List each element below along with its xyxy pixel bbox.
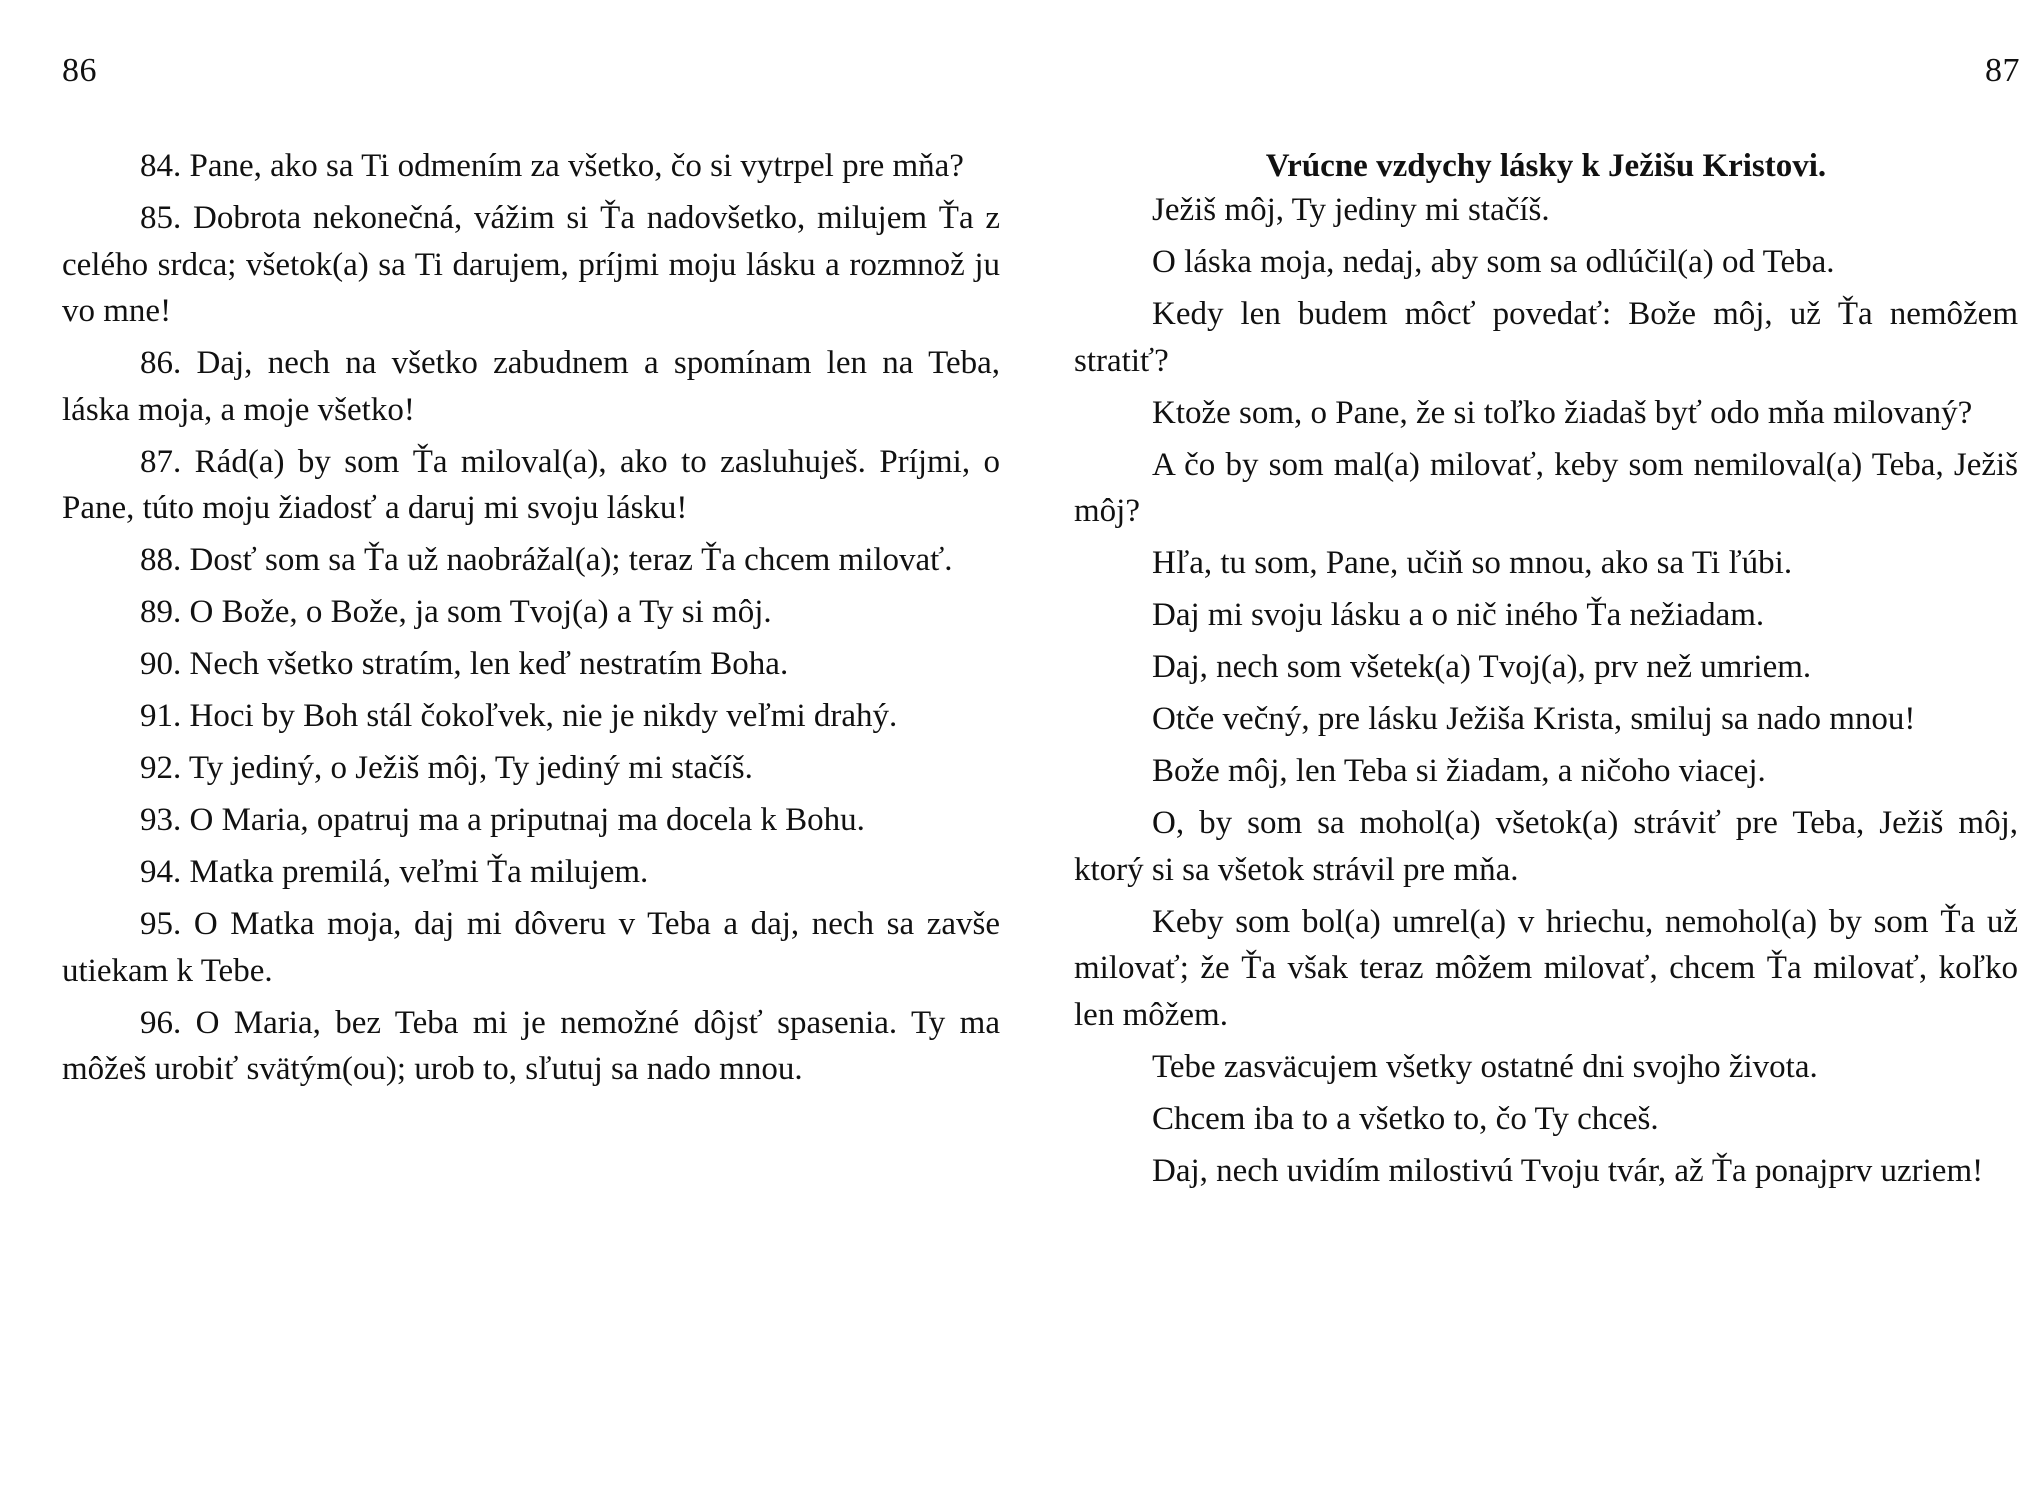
prayer-88: 88. Dosť som sa Ťa už naobrážal(a); teraz Ťa chcem milovať.: [140, 542, 953, 578]
prayer-93: 93. O Maria, opatruj ma a priputnaj ma docela k Bohu.: [140, 802, 865, 838]
left-page-body: [62, 143, 1000, 1098]
aspiration: Daj mi svoju lásku a o nič iného Ťa nežiadam.: [1152, 597, 1765, 633]
aspiration: Hľa, tu som, Pane, učiň so mnou, ako sa Ti ľúbi.: [1152, 545, 1793, 581]
right-page-body: [1074, 187, 2018, 1200]
aspiration: A čo by som mal(a) milovať, keby som nemiloval(a) Teba, Ježiš môj?: [1074, 446, 2018, 529]
right-page: [1019, 0, 2038, 1500]
aspiration: O, by som sa mohol(a) všetok(a) stráviť pre Teba, Ježiš môj, ktorý si sa všetok strávil pre mňa.: [1074, 805, 2018, 888]
aspiration: Kedy len budem môcť povedať: Bože môj, už Ťa nemôžem stratiť?: [1074, 296, 2018, 379]
prayer-94: 94. Matka premilá, veľmi Ťa milujem.: [140, 854, 649, 890]
aspiration: Chcem iba to a všetko to, čo Ty chceš.: [1152, 1100, 1659, 1137]
page-number: 87: [1985, 52, 2020, 89]
prayer-89: 89. O Bože, o Bože, ja som Tvoj(a) a Ty si môj.: [140, 594, 772, 630]
aspiration: O láska moja, nedaj, aby som sa odlúčil(a) od Teba.: [1152, 244, 1835, 280]
aspiration: Tebe zasväcujem všetky ostatné dni svojho života.: [1152, 1048, 1818, 1085]
prayer-95: 95. O Matka moja, daj mi dôveru v Teba a daj, nech sa zavše utiekam k Tebe.: [62, 906, 1000, 989]
page-number: 86: [62, 52, 97, 89]
aspiration: Ježiš môj, Ty jediny mi stačíš.: [1152, 192, 1550, 228]
prayer-84: 84. Pane, ako sa Ti odmením za všetko, čo si vytrpel pre mňa?: [140, 148, 964, 184]
aspiration: Otče večný, pre lásku Ježiša Krista, smiluj sa nado mnou!: [1152, 701, 1916, 737]
prayer-91: 91. Hoci by Boh stál čokoľvek, nie je nikdy veľmi drahý.: [140, 698, 898, 734]
aspiration: Daj, nech som všetek(a) Tvoj(a), prv než umriem.: [1152, 649, 1812, 685]
section-heading: Vrúcne vzdychy lásky k Ježišu Kristovi.: [1265, 148, 1827, 184]
prayer-87: 87. Rád(a) by som Ťa miloval(a), ako to zasluhuješ. Príjmi, o Pane, túto moju žiadosť a daruj mi svoju lásku!: [62, 443, 1000, 526]
prayer-85: 85. Dobrota nekonečná, vážim si Ťa nadovšetko, milujem Ťa z celého srdca; všetok(a) sa Ti darujem, príjmi moju lásku a rozmnož ju vo mne!: [62, 200, 1000, 329]
prayer-92: 92. Ty jediný, o Ježiš môj, Ty jediný mi stačíš.: [140, 750, 753, 786]
prayer-86: 86. Daj, nech na všetko zabudnem a spomínam len na Teba, láska moja, a moje všetko!: [62, 345, 1000, 428]
prayer-90: 90. Nech všetko stratím, len keď nestratím Boha.: [140, 646, 789, 682]
aspiration: Daj, nech uvidím milostivú Tvoju tvár, až Ťa ponajprv uzriem!: [1152, 1152, 1984, 1189]
aspiration: Bože môj, len Teba si žiadam, a ničoho viacej.: [1152, 753, 1766, 789]
prayer-96: 96. O Maria, bez Teba mi je nemožné dôjsť spasenia. Ty ma môžeš urobiť svätým(ou); urob to, sľutuj sa nado mnou.: [62, 1004, 1000, 1087]
aspiration: Keby som bol(a) umrel(a) v hriechu, nemohol(a) by som Ťa už milovať; že Ťa však teraz môžem milovať, chcem Ťa milovať, koľko len môžem.: [1074, 903, 2018, 1033]
aspiration: Ktože som, o Pane, že si toľko žiadaš byť odo mňa milovaný?: [1152, 394, 1973, 431]
